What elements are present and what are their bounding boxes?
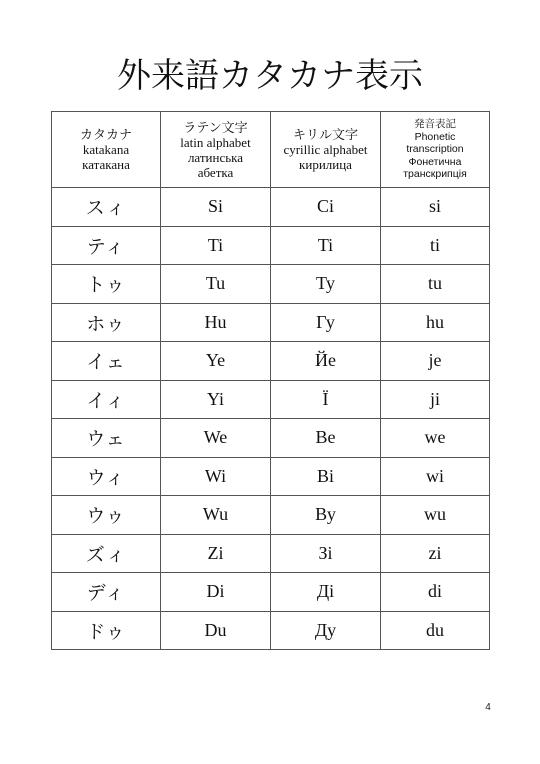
header-phonetic bbox=[381, 112, 490, 188]
cyrillic-cell: Ci bbox=[271, 188, 381, 227]
header-cyrillic bbox=[271, 112, 381, 188]
latin-cell: Wi bbox=[161, 457, 271, 496]
cyrillic-cell: Ве bbox=[271, 419, 381, 458]
cyrillic-cell: Ді bbox=[271, 573, 381, 612]
phonetic-cell: ji bbox=[381, 380, 490, 419]
kana-cell: ウィ bbox=[52, 457, 161, 496]
phonetic-cell: wu bbox=[381, 496, 490, 535]
kana-cell: ウゥ bbox=[52, 496, 161, 535]
table-header-row bbox=[52, 112, 490, 188]
header-latin bbox=[161, 112, 271, 188]
kana-cell: ホゥ bbox=[52, 303, 161, 342]
cyrillic-cell: Ву bbox=[271, 496, 381, 535]
cyrillic-cell: Гу bbox=[271, 303, 381, 342]
phonetic-cell: we bbox=[381, 419, 490, 458]
header-phonetic-line: Phonetic bbox=[414, 130, 456, 143]
latin-cell: Zi bbox=[161, 534, 271, 573]
cyrillic-cell: Ві bbox=[271, 457, 381, 496]
header-katakana-line: カタカナ bbox=[79, 127, 132, 142]
table-row bbox=[52, 342, 490, 381]
table-row bbox=[52, 496, 490, 535]
phonetic-cell: je bbox=[381, 342, 490, 381]
header-phonetic-line: Фонетична bbox=[408, 155, 462, 168]
cyrillic-cell: Ї bbox=[271, 380, 381, 419]
header-cyrillic-line: cyrillic alphabet bbox=[283, 142, 368, 157]
header-katakana-line: katakana bbox=[82, 142, 130, 157]
cyrillic-cell: Ti bbox=[271, 226, 381, 265]
kana-cell: イィ bbox=[52, 380, 161, 419]
kana-cell: ドゥ bbox=[52, 611, 161, 650]
table-row bbox=[52, 380, 490, 419]
phonetic-cell: si bbox=[381, 188, 490, 227]
phonetic-cell: di bbox=[381, 573, 490, 612]
cyrillic-cell: Зі bbox=[271, 534, 381, 573]
latin-cell: Du bbox=[161, 611, 271, 650]
header-phonetic-line: transcription bbox=[406, 143, 464, 156]
phonetic-cell: ti bbox=[381, 226, 490, 265]
cyrillic-cell: Ду bbox=[271, 611, 381, 650]
phonetic-cell: hu bbox=[381, 303, 490, 342]
kana-cell: イェ bbox=[52, 342, 161, 381]
phonetic-cell: tu bbox=[381, 265, 490, 304]
kana-cell: スィ bbox=[52, 188, 161, 227]
header-katakana-line: катакана bbox=[82, 157, 130, 172]
header-phonetic-line: 発音表記 bbox=[414, 118, 456, 131]
header-latin-line: ラテン文字 bbox=[183, 119, 248, 135]
kana-cell: ティ bbox=[52, 226, 161, 265]
phonetic-cell: du bbox=[381, 611, 490, 650]
latin-cell: Si bbox=[161, 188, 271, 227]
katakana-table bbox=[51, 111, 490, 650]
latin-cell: Hu bbox=[161, 303, 271, 342]
latin-cell: Yi bbox=[161, 380, 271, 419]
table-row bbox=[52, 188, 490, 227]
kana-cell: ズィ bbox=[52, 534, 161, 573]
header-latin-line: абетка bbox=[197, 164, 234, 180]
table-row bbox=[52, 457, 490, 496]
kana-cell: トゥ bbox=[52, 265, 161, 304]
phonetic-cell: wi bbox=[381, 457, 490, 496]
page-title: 外来語カタカナ表示 bbox=[117, 56, 423, 96]
header-latin-line: latin alphabet bbox=[180, 134, 251, 150]
header-cyrillic-line: キリル文字 bbox=[292, 127, 358, 142]
table-row bbox=[52, 265, 490, 304]
latin-cell: Di bbox=[161, 573, 271, 612]
header-latin-line: латинська bbox=[187, 149, 244, 165]
latin-cell: We bbox=[161, 419, 271, 458]
latin-cell: Ye bbox=[161, 342, 271, 381]
cyrillic-cell: Йе bbox=[271, 342, 381, 381]
cyrillic-cell: Ту bbox=[271, 265, 381, 304]
header-cyrillic-line: кирилица bbox=[299, 157, 352, 172]
header-phonetic-line: транскрипція bbox=[403, 168, 467, 181]
table-row bbox=[52, 419, 490, 458]
kana-cell: ディ bbox=[52, 573, 161, 612]
table-row bbox=[52, 573, 490, 612]
latin-cell: Wu bbox=[161, 496, 271, 535]
kana-cell: ウェ bbox=[52, 419, 161, 458]
table-row bbox=[52, 534, 490, 573]
table-row bbox=[52, 226, 490, 265]
header-katakana bbox=[52, 112, 161, 188]
latin-cell: Tu bbox=[161, 265, 271, 304]
table-row bbox=[52, 303, 490, 342]
latin-cell: Ti bbox=[161, 226, 271, 265]
table-row bbox=[52, 611, 490, 650]
phonetic-cell: zi bbox=[381, 534, 490, 573]
page-number: 4 bbox=[485, 702, 491, 713]
